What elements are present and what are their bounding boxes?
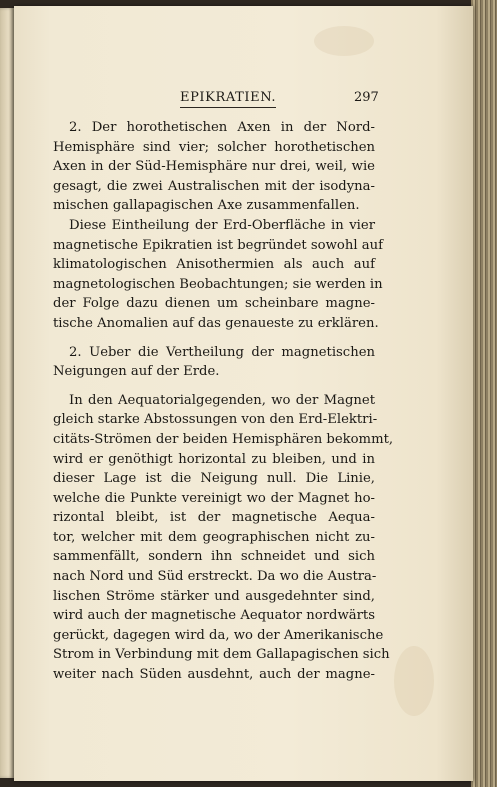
text-line: lischen Ströme stärker und ausgedehnter sind, <box>53 588 375 604</box>
paper-stain <box>314 26 374 56</box>
text-line: weiter nach Süden ausdehnt, auch der magne- <box>53 667 375 683</box>
section-heading <box>53 343 375 382</box>
text-line: sammenfällt, sondern ihn schneidet und sich <box>53 549 375 565</box>
book-page <box>14 6 473 781</box>
body-text <box>53 118 394 685</box>
paper-stain <box>394 646 434 716</box>
text-line: Diese Eintheilung der Erd-Oberfläche in vier <box>69 217 375 233</box>
text-line: magnetologischen Beobachtungen; sie werden in <box>53 276 383 292</box>
text-line: klimatologischen Anisothermien als auch auf <box>53 257 375 273</box>
text-line: gesagt, die zwei Australischen mit der isodyna- <box>53 178 375 194</box>
text-line: tor, welcher mit dem geographischen nicht zu- <box>53 529 375 545</box>
paragraph <box>53 118 375 216</box>
header-rule <box>180 107 276 108</box>
text-line: gerückt, dagegen wird da, wo der Amerikanische <box>53 627 384 643</box>
text-line: In den Aequatorialgegenden, wo der Magnet <box>69 392 375 408</box>
paragraph-gap <box>53 334 375 343</box>
text-line: gleich starke Abstossungen von den Erd-Elektri- <box>53 412 378 428</box>
text-line: der Folge dazu dienen um scheinbare magne- <box>53 296 375 312</box>
running-head <box>14 90 473 112</box>
text-line: 2. Ueber die Vertheilung der magnetischen <box>69 344 375 360</box>
text-line: tische Anomalien auf das genaueste zu erklären. <box>53 315 379 331</box>
text-line: dieser Lage ist die Neigung null. Die Linie, <box>53 471 375 487</box>
running-title: EPIKRATIEN. <box>180 90 277 105</box>
text-line: wird er genöthigt horizontal zu bleiben, und in <box>53 451 375 467</box>
text-line: welche die Punkte vereinigt wo der Magnet ho- <box>53 490 375 506</box>
text-line: rizontal bleibt, ist der magnetische Aequa- <box>53 510 375 526</box>
text-line: nach Nord und Süd erstreckt. Da wo die Austra- <box>53 569 377 585</box>
page-number: 297 <box>354 90 379 105</box>
page-stack-edge <box>471 0 497 787</box>
text-line: 2. Der horothetischen Axen in der Nord- <box>69 120 375 135</box>
paragraph <box>53 216 383 334</box>
facing-page-edge <box>0 8 14 778</box>
paragraph-gap <box>53 382 375 391</box>
text-line: Axen in der Süd-Hemisphäre nur drei, weil, wie <box>53 159 375 175</box>
text-line: Hemisphäre sind vier; solcher horothetischen <box>53 139 375 155</box>
text-line: citäts-Strömen der beiden Hemisphären bekommt, <box>53 431 394 447</box>
text-line: mischen gallapagischen Axe zusammenfallen. <box>53 198 360 214</box>
text-line: Strom in Verbindung mit dem Gallapagischen sich <box>53 647 390 663</box>
text-line: Neigungen auf der Erde. <box>53 364 220 380</box>
paragraph <box>53 391 394 685</box>
text-line: magnetische Epikratien ist begründet sowohl auf <box>53 237 383 253</box>
text-line: wird auch der magnetische Aequator nordwärts <box>53 608 375 624</box>
